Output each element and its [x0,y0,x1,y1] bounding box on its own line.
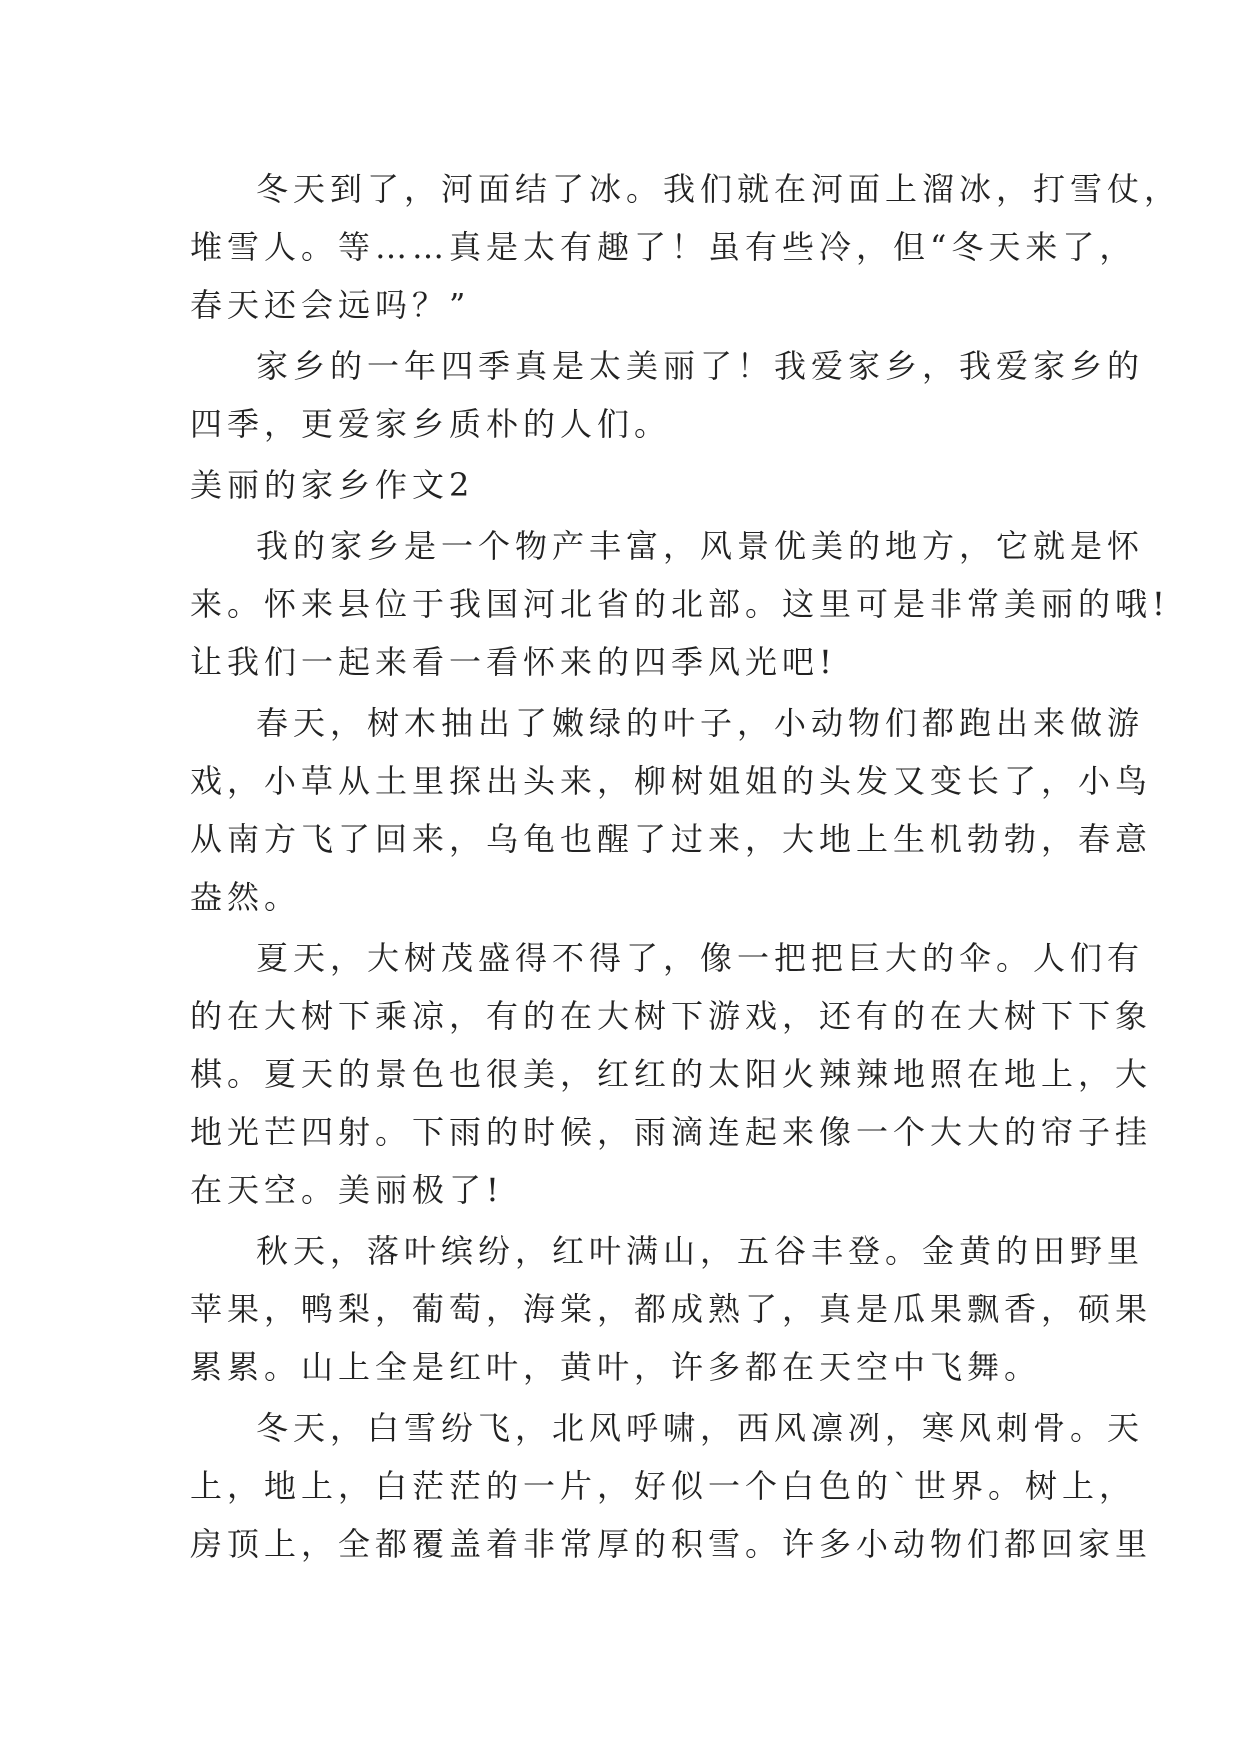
text-line: 房顶上，全都覆盖着非常厚的积雪。许多小动物们都回家里 [190,1525,1153,1563]
text-line: 秋天，落叶缤纷，红叶满山，五谷丰登。金黄的田野里 [256,1232,1145,1270]
essay-heading: 美丽的家乡作文2 [190,466,475,504]
text-line: 地光芒四射。下雨的时候，雨滴连起来像一个大大的帘子挂 [190,1113,1153,1151]
paragraph-winter-ending [190,160,1182,334]
text-line: 我的家乡是一个物产丰富，风景优美的地方，它就是怀 [256,527,1145,565]
text-line: 让我们一起来看一看怀来的四季风光吧! [190,643,837,681]
text-line: 四季，更爱家乡质朴的人们。 [190,405,672,443]
text-line: 夏天，大树茂盛得不得了，像一把把巨大的伞。人们有 [256,939,1145,977]
text-line: 戏，小草从土里探出头来，柳树姐姐的头发又变长了，小鸟 [190,762,1153,800]
text-line: 苹果，鸭梨，葡萄，海棠，都成熟了，真是瓜果飘香，硕果 [190,1290,1153,1328]
text-line: 冬天到了，河面结了冰。我们就在河面上溜冰，打雪仗， [256,170,1182,208]
text-line: 在天空。美丽极了! [190,1171,504,1209]
paragraph-winter [190,1399,1153,1573]
text-line: 堆雪人。等……真是太有趣了！虽有些冷，但“冬天来了， [190,228,1137,266]
paragraph-conclusion [190,337,1145,453]
text-line: 春天还会远吗？” [190,286,471,324]
text-line: 冬天，白雪纷飞，北风呼啸，西风凛冽，寒风刺骨。天 [256,1409,1145,1447]
text-line: 家乡的一年四季真是太美丽了！我爱家乡，我爱家乡的 [256,347,1145,385]
text-line: 来。怀来县位于我国河北省的北部。这里可是非常美丽的哦! [190,585,1170,623]
document-body [190,160,1182,1576]
text-line: 上，地上，白茫茫的一片，好似一个白色的`世界。树上， [190,1467,1137,1505]
paragraph-autumn [190,1222,1153,1396]
text-line: 棋。夏天的景色也很美，红红的太阳火辣辣地照在地上，大 [190,1055,1153,1093]
text-line: 的在大树下乘凉，有的在大树下游戏，还有的在大树下下象 [190,997,1153,1035]
text-line: 从南方飞了回来，乌龟也醒了过来，大地上生机勃勃，春意 [190,820,1153,858]
text-line: 累累。山上全是红叶，黄叶，许多都在天空中飞舞。 [190,1348,1042,1386]
text-line: 春天，树木抽出了嫩绿的叶子，小动物们都跑出来做游 [256,704,1145,742]
text-line: 盎然。 [190,878,302,916]
paragraph-summer [190,929,1153,1219]
paragraph-intro [190,517,1170,691]
paragraph-spring [190,694,1153,926]
